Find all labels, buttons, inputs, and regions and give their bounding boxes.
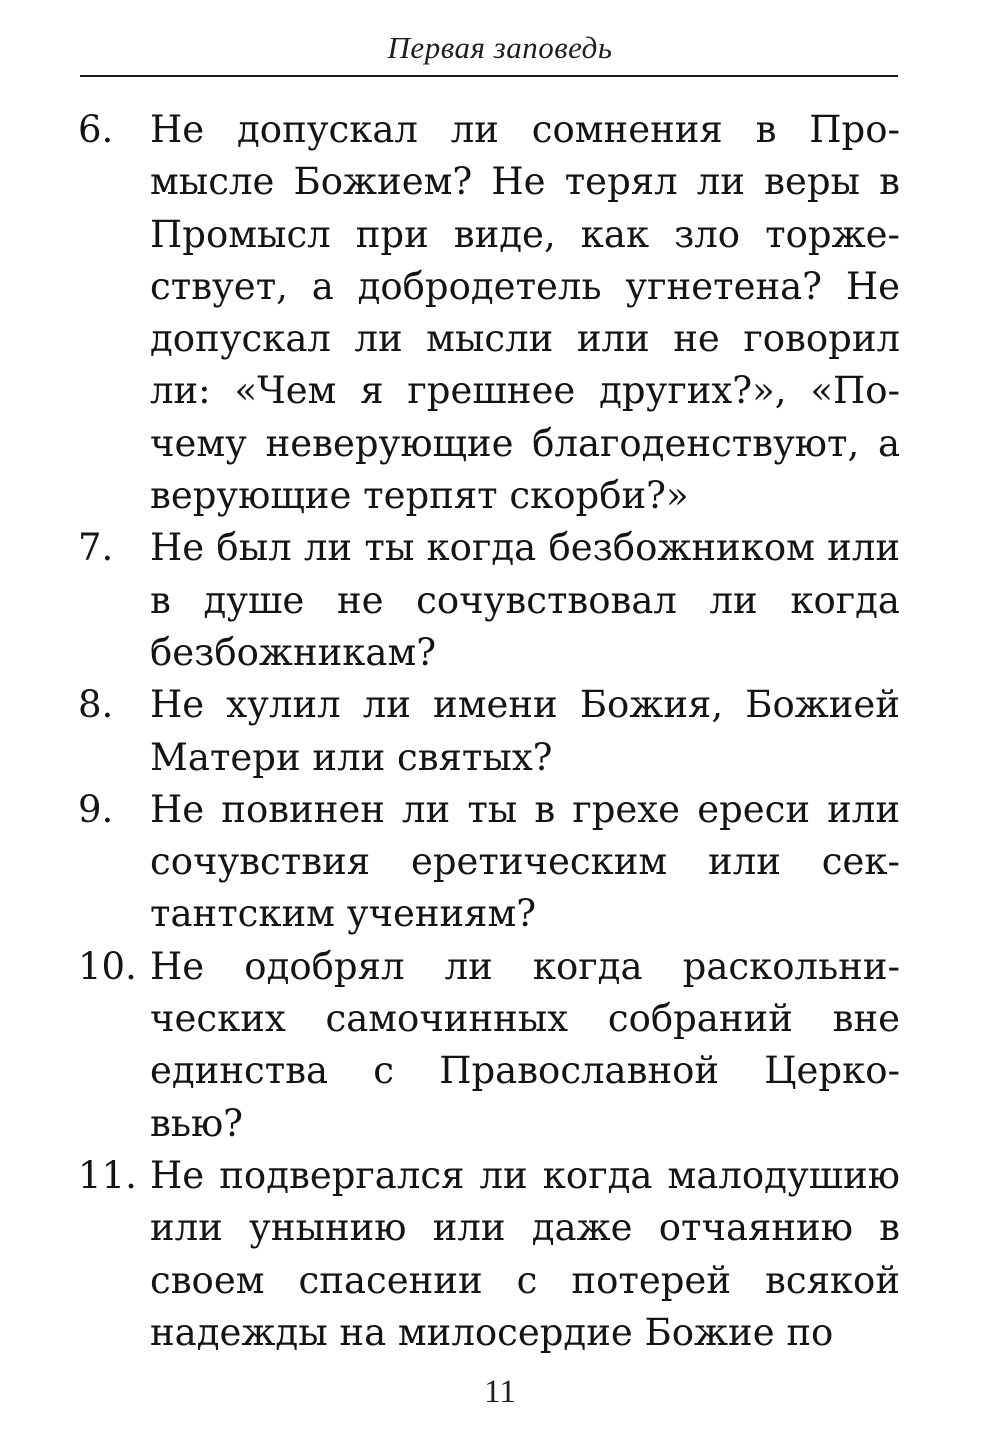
question-list <box>78 104 900 1359</box>
item-number: 7. <box>78 526 114 570</box>
item-text <box>150 104 900 522</box>
list-item <box>78 1150 900 1359</box>
item-number: 10. <box>78 944 137 988</box>
item-text <box>150 1150 900 1359</box>
text-line: Не подвергался ли когда малодушию <box>150 1153 900 1197</box>
text-line: сочувствия еретическим или сек- <box>150 840 900 884</box>
text-line: Не хулил ли имени Божия, Божией <box>150 683 900 727</box>
list-item <box>78 784 900 941</box>
text-line: Матери или святых? <box>150 735 553 779</box>
text-line: вью? <box>150 1101 244 1145</box>
page-number: 11 <box>484 1374 516 1410</box>
text-line: а верующие терпят скорби?» <box>150 421 900 518</box>
text-line: чему неверующие благоденствуют, <box>150 421 860 465</box>
text-line: своем спасении с потерей всякой <box>150 1258 900 1302</box>
item-text <box>150 679 900 784</box>
running-head: Первая заповедь <box>387 30 613 65</box>
list-item <box>78 679 900 784</box>
text-line: единства с Православной Церко- <box>150 1049 900 1093</box>
list-item <box>78 104 900 522</box>
text-line: Не был ли ты когда безбожником <box>150 526 815 570</box>
text-line: надежды на милосердие Божие по <box>150 1310 834 1354</box>
item-number: 9. <box>78 787 114 831</box>
text-line: ческих самочинных собраний вне <box>150 997 900 1041</box>
item-number: 11. <box>78 1153 137 1197</box>
item-number: 6. <box>78 108 114 151</box>
list-item <box>78 522 900 679</box>
text-line: ли: «Чем я грешнее других?», «По- <box>150 369 900 413</box>
item-number: 8. <box>78 683 114 727</box>
text-line: Не повинен ли ты в грехе ереси или <box>150 787 900 831</box>
text-line: допускал ли мысли или не говорил <box>150 317 900 361</box>
item-text <box>150 941 900 1150</box>
text-line: ствует, а добродетель угнетена? Не <box>150 264 900 308</box>
item-text <box>150 522 900 679</box>
header-rule <box>80 75 898 77</box>
text-line: или в душе не сочувствовал ли когда <box>150 526 900 622</box>
item-text <box>150 784 900 941</box>
text-line: мысле Божием? Не терял ли веры в <box>150 160 900 204</box>
text-line: безбожникам? <box>150 630 437 674</box>
list-item <box>78 941 900 1150</box>
text-line: Не одобрял ли когда раскольни- <box>150 944 900 988</box>
text-line: Промысл при виде, как зло торже- <box>150 212 900 256</box>
text-line: или унынию или даже отчаянию в <box>150 1206 900 1250</box>
text-line: Не допускал ли сомнения в Про- <box>150 108 900 151</box>
text-line: тантским учениям? <box>150 892 537 936</box>
